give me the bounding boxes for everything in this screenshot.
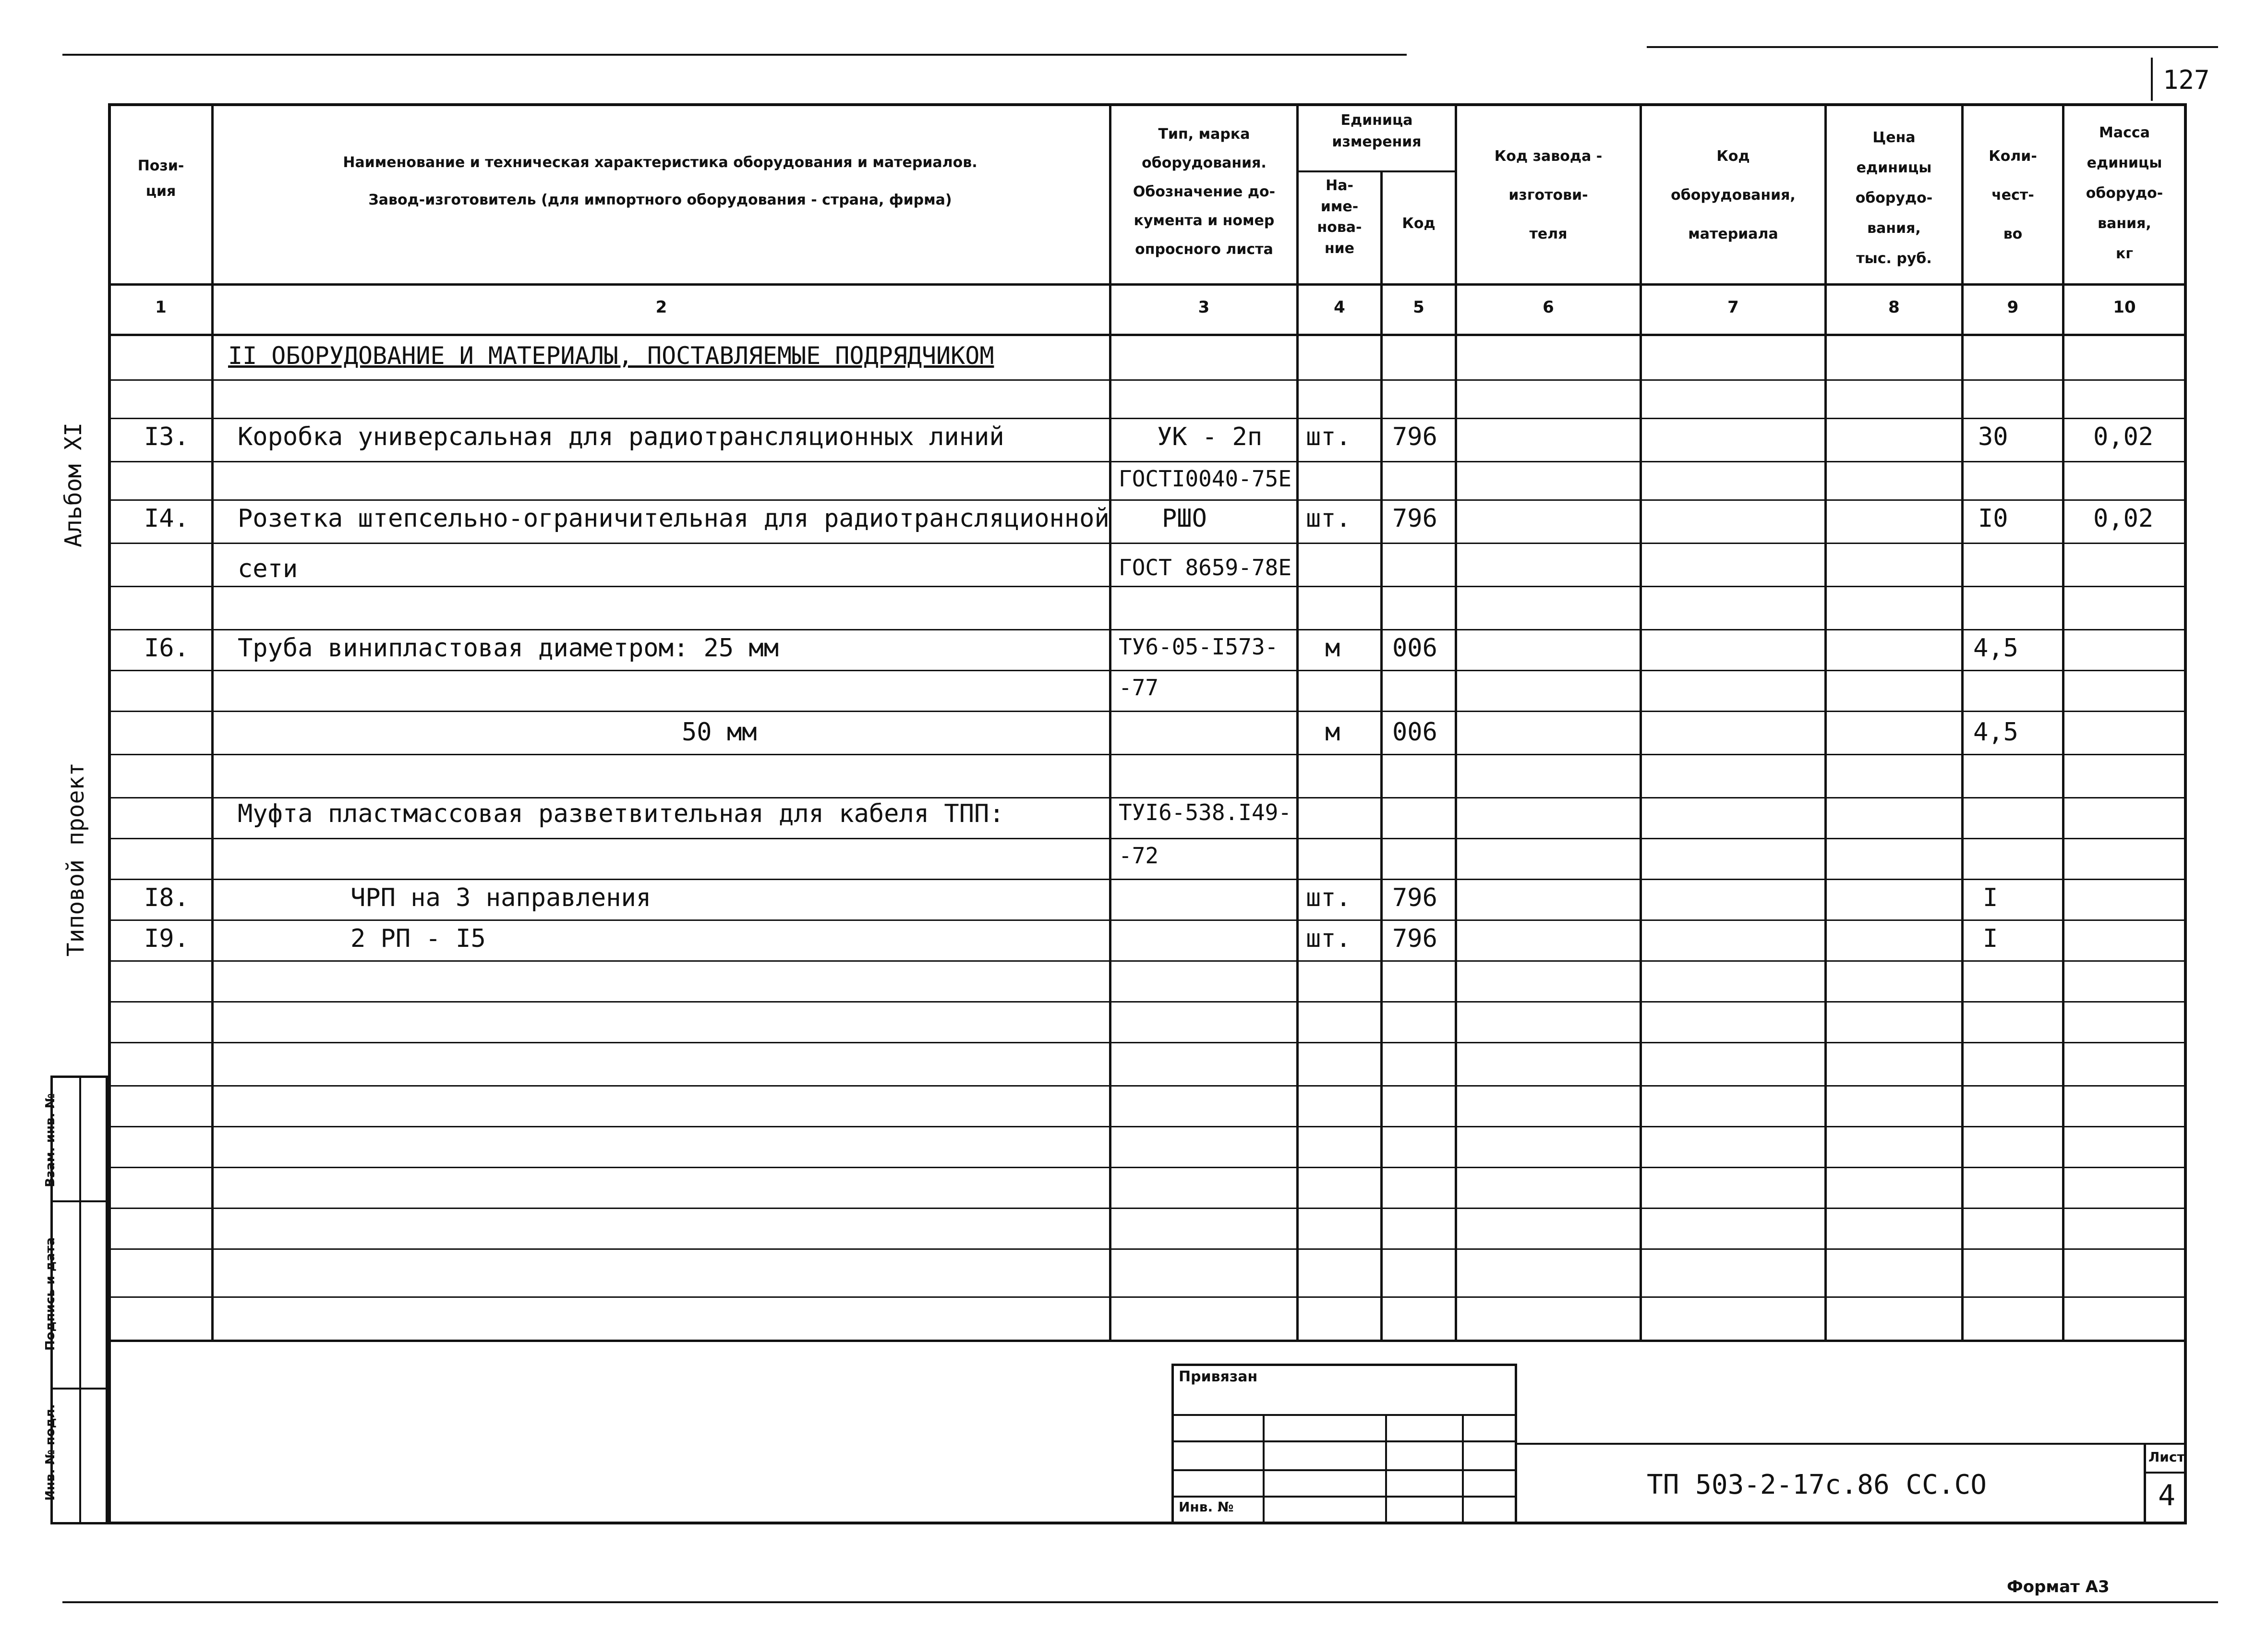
row-unit-code: 796 [1392, 504, 1437, 533]
header-mass: Масса единицы оборудо- вания, кг [2086, 124, 2163, 262]
table-row-rule [108, 1126, 2187, 1127]
column-number: 10 [2113, 298, 2136, 317]
table-row-rule [108, 960, 2187, 962]
header-unit: Единица измерения [1332, 112, 1422, 150]
row-quantity: 30 [1978, 423, 2008, 451]
table-row-rule [108, 1167, 2187, 1168]
row-mass: 0,02 [2093, 504, 2154, 533]
row-position: I9. [144, 924, 189, 953]
table-row-rule [108, 919, 2187, 921]
table-row-rule [108, 1208, 2187, 1209]
column-number: 8 [1888, 298, 1900, 317]
row-position: I6. [144, 634, 189, 663]
row-type: РШО [1162, 504, 1207, 533]
header-price: Цена единицы оборудо- вания, тыс. руб. [1855, 129, 1933, 267]
row-type: ТУI6-538.I49- [1119, 799, 1292, 825]
table-row-rule [108, 1296, 2187, 1298]
row-quantity: I [1983, 883, 1998, 912]
stamp-label-vzam: Взам. инв. № [43, 1093, 58, 1187]
binding-label: Привязан [1179, 1368, 1258, 1385]
column-number: 1 [155, 298, 167, 317]
row-name: сети [238, 555, 298, 583]
page-number: 127 [2163, 65, 2210, 95]
table-row-rule [108, 629, 2187, 630]
header-unit-name: На- име- нова- ние [1317, 177, 1362, 257]
row-position: I4. [144, 504, 189, 533]
column-number: 4 [1334, 298, 1345, 317]
stamp-label-sign: Подпись и дата [43, 1237, 58, 1351]
table-row-rule [108, 1340, 2187, 1342]
column-number: 9 [2007, 298, 2019, 317]
row-quantity: I [1983, 924, 1998, 953]
row-name: ЧРП на 3 направления [350, 883, 651, 912]
table-row-rule [108, 461, 2187, 462]
table-row-rule [108, 418, 2187, 419]
row-name: Труба винипластовая диаметром: 25 мм [238, 634, 779, 663]
row-unit-code: 796 [1392, 423, 1437, 451]
column-number: 3 [1198, 298, 1210, 317]
table-row-rule [108, 543, 2187, 544]
row-unit: шт. [1306, 924, 1351, 953]
table-row-rule [108, 1001, 2187, 1003]
inventory-number-label: Инв. № [1179, 1499, 1234, 1515]
row-quantity: 4,5 [1973, 718, 2018, 747]
row-name: Муфта пластмассовая разветвительная для кабеля ТПП: [238, 799, 1004, 828]
row-position: I8. [144, 883, 189, 912]
row-quantity: 4,5 [1973, 634, 2018, 663]
section-title: II ОБОРУДОВАНИЕ И МАТЕРИАЛЫ, ПОСТАВЛЯЕМЫЕ ПОДРЯДЧИКОМ [228, 342, 994, 370]
sheet-number: 4 [2158, 1479, 2176, 1512]
table-row-rule [108, 379, 2187, 381]
table-row-rule [108, 879, 2187, 880]
sheet-label: Лист [2148, 1449, 2185, 1465]
header-factory-code: Код завода - изготови- теля [1494, 148, 1603, 242]
header-position: Пози- ция [137, 157, 184, 200]
format-label: Формат А3 [2007, 1577, 2110, 1596]
row-unit-code: 796 [1392, 924, 1437, 953]
row-type: -72 [1119, 843, 1159, 869]
table-row-rule [108, 499, 2187, 501]
table-row-rule [108, 838, 2187, 839]
row-unit: шт. [1306, 504, 1351, 533]
row-unit: м [1325, 718, 1340, 747]
row-mass: 0,02 [2093, 423, 2154, 451]
row-unit: шт. [1306, 883, 1351, 912]
column-number: 2 [655, 298, 667, 317]
side-label-project: Типовой проект [62, 762, 89, 957]
row-unit: м [1325, 634, 1340, 663]
table-row-rule [108, 1085, 2187, 1087]
table-row-rule [108, 586, 2187, 587]
table-row-rule [108, 797, 2187, 798]
row-type: ГОСТ 8659-78Е [1119, 555, 1292, 580]
row-type: -77 [1119, 675, 1159, 701]
row-type: ГОСТI0040-75Е [1119, 466, 1292, 492]
row-name: 50 мм [682, 718, 757, 747]
row-quantity: I0 [1978, 504, 2008, 533]
row-unit: шт. [1306, 423, 1351, 451]
row-position: I3. [144, 423, 189, 451]
table-row-rule [108, 670, 2187, 671]
table-row-rule [108, 711, 2187, 712]
top-rule [62, 54, 1407, 56]
header-unit-code: Код [1402, 215, 1436, 232]
header-name: Наименование и техническая характеристика оборудования и материалов. Завод-изготовитель (для импортного оборудования - страна, фирма) [343, 154, 977, 208]
side-label-album: Альбом XI [60, 422, 87, 548]
top-rule-right [1647, 46, 2218, 48]
row-name: Коробка универсальная для радиотрансляционных линий [238, 423, 1004, 451]
row-unit-code: 796 [1392, 883, 1437, 912]
header-equipment-code: Код оборудования, материала [1671, 148, 1796, 242]
table-row-rule [108, 1248, 2187, 1250]
column-number: 5 [1413, 298, 1424, 317]
row-unit-code: 006 [1392, 718, 1437, 747]
row-name: Розетка штепсельно-ограничительная для радиотрансляционной [238, 504, 1110, 533]
table-row-rule [108, 754, 2187, 755]
header-type: Тип, марка оборудования. Обозначение до- кумента и номер опросного листа [1133, 126, 1276, 258]
row-unit-code: 006 [1392, 634, 1437, 663]
row-type: УК - 2п [1157, 423, 1263, 451]
column-number: 6 [1543, 298, 1554, 317]
stamp-label-inv: Инв. № подл. [43, 1404, 58, 1501]
document-code: ТП 503-2-17с.86 СС.СО [1647, 1469, 1987, 1500]
bottom-rule [62, 1601, 2218, 1603]
table-row-rule [108, 1042, 2187, 1043]
row-name: 2 РП - I5 [350, 924, 486, 953]
column-number: 7 [1727, 298, 1739, 317]
header-quantity: Коли- чест- во [1989, 148, 2037, 242]
row-type: ТУ6-05-I573- [1119, 634, 1279, 660]
